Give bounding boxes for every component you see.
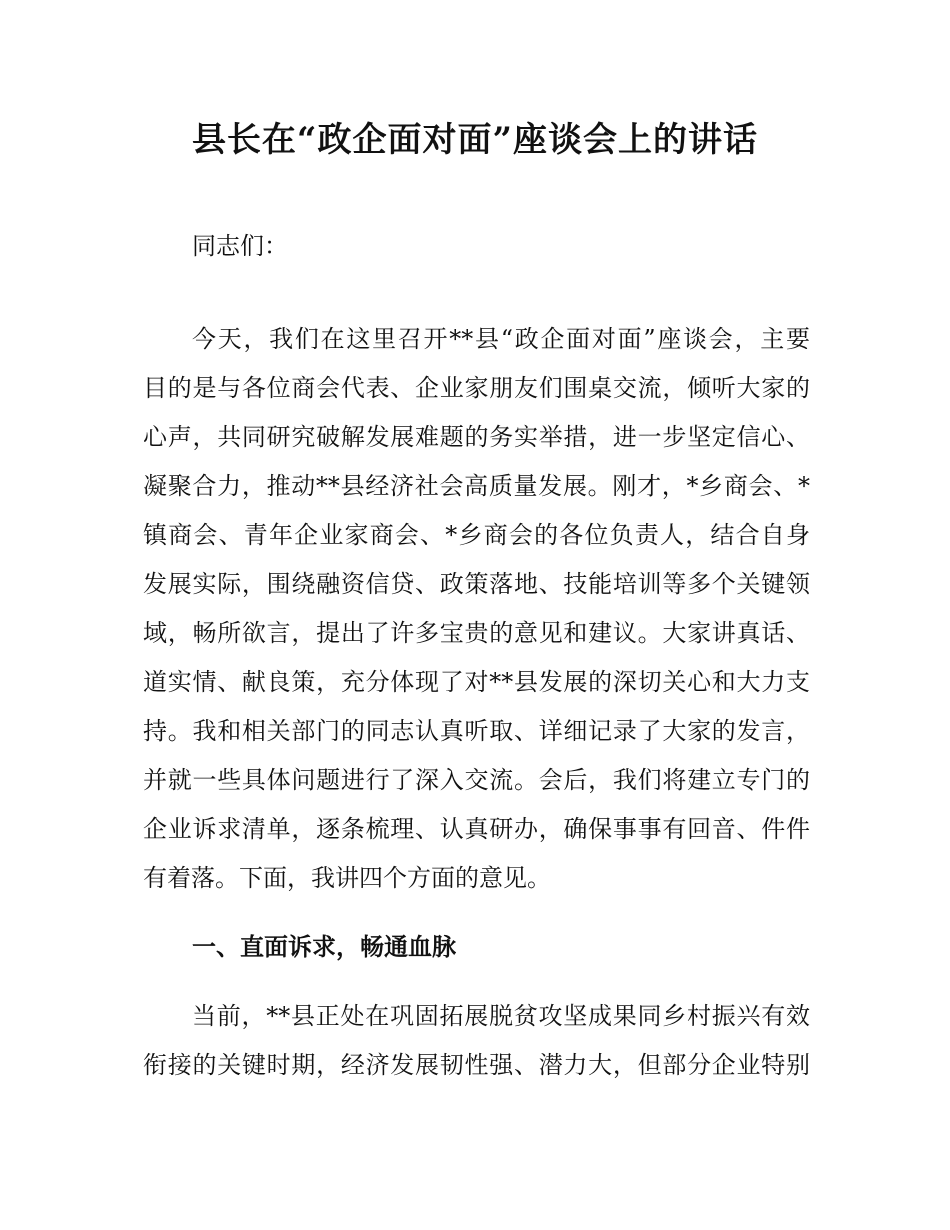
section-heading: 一、直面诉求，畅通血脉	[192, 933, 456, 961]
document-title: 县长在“政企面对面”座谈会上的讲话	[191, 120, 759, 160]
paragraph-line: 心声，共同研究破解发展难题的务实举措，进一步坚定信心、	[143, 423, 810, 451]
paragraph-line: 发展实际，围绕融资信贷、政策落地、技能培训等多个关键领	[143, 570, 810, 598]
paragraph-section-1	[143, 992, 810, 1090]
paragraph-line: 衔接的关键时期，经济发展韧性强、潜力大，但部分企业特别	[143, 1051, 810, 1079]
section-heading-container	[143, 923, 810, 972]
paragraph-line: 域，畅所欲言，提出了许多宝贵的意见和建议。大家讲真话、	[143, 619, 810, 647]
paragraph-line: 企业诉求清单，逐条梳理、认真研办，确保事事有回音、件件	[143, 815, 810, 843]
paragraph-line: 目的是与各位商会代表、企业家朋友们围桌交流，倾听大家的	[143, 374, 810, 402]
salutation: 同志们：	[192, 232, 288, 260]
paragraph-line: 有着落。下面，我讲四个方面的意见。	[143, 864, 551, 892]
paragraph-line: 并就一些具体问题进行了深入交流。会后，我们将建立专门的	[143, 766, 810, 794]
paragraph-line: 凝聚合力，推动**县经济社会高质量发展。刚才，*乡商会、*	[143, 472, 810, 500]
paragraph-line: 持。我和相关部门的同志认真听取、详细记录了大家的发言，	[143, 717, 810, 745]
paragraph-line: 今天，我们在这里召开**县“政企面对面”座谈会，主要	[192, 325, 810, 353]
paragraph-line: 镇商会、青年企业家商会、*乡商会的各位负责人，结合自身	[143, 521, 810, 549]
paragraph-line: 道实情、献良策，充分体现了对**县发展的深切关心和大力支	[143, 668, 810, 696]
paragraph-intro	[143, 315, 810, 903]
paragraph-line: 当前，**县正处在巩固拓展脱贫攻坚成果同乡村振兴有效	[192, 1002, 810, 1030]
